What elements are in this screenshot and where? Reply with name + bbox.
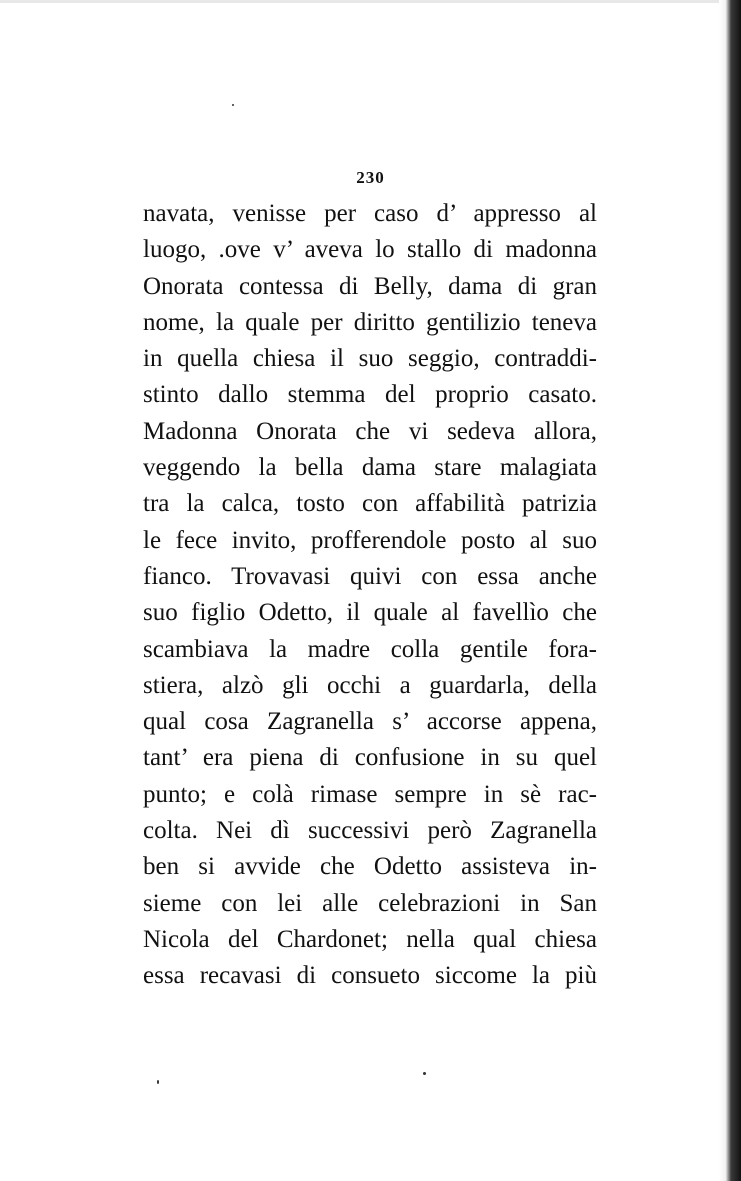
text-line: scambiava la madre colla gentile fora- xyxy=(143,635,597,663)
text-line: punto; e colà rimase sempre in sè rac- xyxy=(143,780,597,808)
text-line: ben si avvide che Odetto assisteva in- xyxy=(143,853,597,881)
text-line: nome, la quale per diritto gentilizio teneva xyxy=(143,308,597,336)
body-text xyxy=(143,196,597,995)
text-line: Madonna Onorata che vi sedeva allora, xyxy=(143,417,597,445)
text-line: suo figlio Odetto, il quale al favellìo che xyxy=(143,599,597,627)
text-line: essa recavasi di consueto siccome la più xyxy=(143,962,597,990)
text-line: le fece invito, profferendole posto al suo xyxy=(143,526,597,554)
paper-speck xyxy=(157,1080,159,1084)
text-line: fianco. Trovavasi quivi con essa anche xyxy=(143,562,597,590)
text-line: tant’ era piena di confusione in su quel xyxy=(143,744,597,772)
text-line: Nicola del Chardonet; nella qual chiesa xyxy=(143,925,597,953)
text-line: stinto dallo stemma del proprio casato. xyxy=(143,381,597,409)
text-line: tra la calca, tosto con affabilità patrizia xyxy=(143,490,597,518)
text-line: sieme con lei alle celebrazioni in San xyxy=(143,889,597,917)
paper-speck xyxy=(423,1072,426,1075)
page-number: 230 xyxy=(356,168,385,187)
text-line: stiera, alzò gli occhi a guardarla, della xyxy=(143,671,597,699)
page-binding-edge xyxy=(719,0,741,1181)
text-line: navata, venisse per caso d’ appresso al xyxy=(143,200,597,227)
paper-speck xyxy=(232,104,234,106)
text-line: in quella chiesa il suo seggio, contraddi- xyxy=(143,345,597,373)
text-line: qual cosa Zagranella s’ accorse appena, xyxy=(143,708,597,736)
text-line: luogo, .ove v’ aveva lo stallo di madonna xyxy=(143,236,597,264)
text-line: Onorata contessa di Belly, dama di gran xyxy=(143,272,597,300)
page-top-edge xyxy=(0,0,741,3)
text-line: colta. Nei dì successivi però Zagranella xyxy=(143,817,597,845)
text-line: veggendo la bella dama stare malagiata xyxy=(143,454,597,482)
